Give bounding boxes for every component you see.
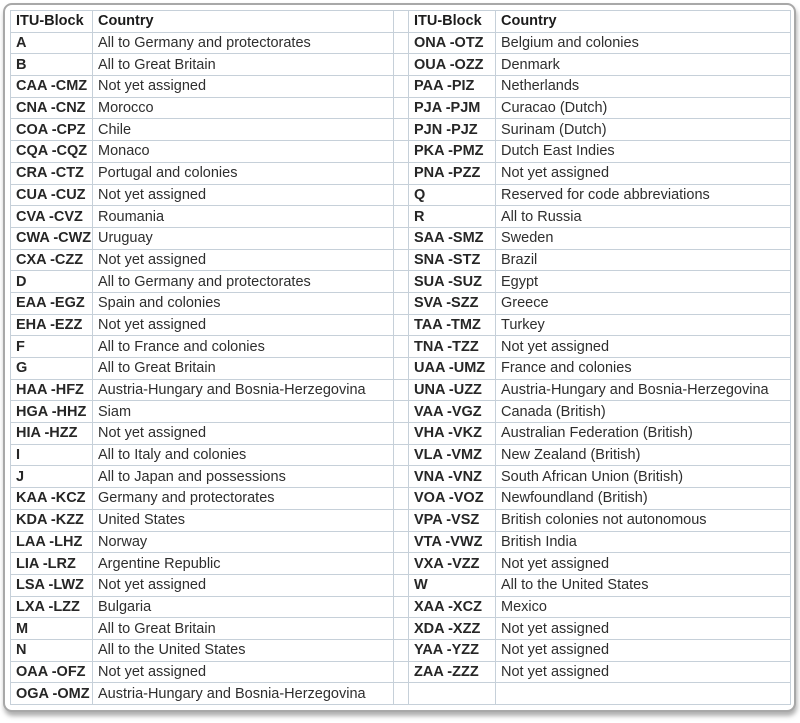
country-cell: Argentine Republic (93, 553, 394, 575)
country-cell: Not yet assigned (93, 661, 394, 683)
table-row (11, 574, 791, 596)
spacer-cell (394, 401, 409, 423)
itu-block-cell: PJA -PJM (409, 97, 496, 119)
itu-block-cell: SUA -SUZ (409, 271, 496, 293)
table-row (11, 444, 791, 466)
country-cell: Morocco (93, 97, 394, 119)
spacer-cell (394, 574, 409, 596)
spacer-cell (394, 661, 409, 683)
country-cell: Siam (93, 401, 394, 423)
table-row (11, 76, 791, 98)
table-row (11, 358, 791, 380)
table-body (11, 32, 791, 704)
itu-block-cell: VPA -VSZ (409, 509, 496, 531)
country-cell: All to Russia (496, 206, 791, 228)
table-row (11, 97, 791, 119)
table-row (11, 423, 791, 445)
country-cell: All to Great Britain (93, 54, 394, 76)
country-cell: Canada (British) (496, 401, 791, 423)
spacer-cell (394, 596, 409, 618)
table-row (11, 184, 791, 206)
table-row (11, 32, 791, 54)
table-row (11, 271, 791, 293)
itu-block-cell: OUA -OZZ (409, 54, 496, 76)
country-cell: New Zealand (British) (496, 444, 791, 466)
itu-block-cell: D (11, 271, 93, 293)
header-itu-block-right: ITU-Block (409, 11, 496, 33)
table-row (11, 162, 791, 184)
spacer-cell (394, 444, 409, 466)
country-cell: Belgium and colonies (496, 32, 791, 54)
table-row (11, 531, 791, 553)
spacer-cell (394, 54, 409, 76)
header-itu-block-left: ITU-Block (11, 11, 93, 33)
table-row (11, 683, 791, 705)
itu-block-cell: CXA -CZZ (11, 249, 93, 271)
itu-block-cell: OGA -OMZ (11, 683, 93, 705)
country-cell: Not yet assigned (93, 249, 394, 271)
itu-block-cell: XAA -XCZ (409, 596, 496, 618)
country-cell: Portugal and colonies (93, 162, 394, 184)
country-cell: Chile (93, 119, 394, 141)
spacer-cell (394, 466, 409, 488)
spacer-cell (394, 141, 409, 163)
itu-block-cell: CRA -CTZ (11, 162, 93, 184)
itu-block-cell: PKA -PMZ (409, 141, 496, 163)
spacer-cell (394, 683, 409, 705)
country-cell: All to Great Britain (93, 618, 394, 640)
country-cell: Austria-Hungary and Bosnia-Herzegovina (93, 379, 394, 401)
spacer-cell (394, 76, 409, 98)
country-cell: Roumania (93, 206, 394, 228)
itu-block-cell: VNA -VNZ (409, 466, 496, 488)
country-cell: British India (496, 531, 791, 553)
country-cell: Brazil (496, 249, 791, 271)
spacer-cell (394, 314, 409, 336)
table-row (11, 227, 791, 249)
country-cell: South African Union (British) (496, 466, 791, 488)
country-cell: Australian Federation (British) (496, 423, 791, 445)
spacer-cell (394, 227, 409, 249)
spacer-cell (394, 553, 409, 575)
country-cell: All to Great Britain (93, 358, 394, 380)
country-cell: Not yet assigned (93, 314, 394, 336)
country-cell: Not yet assigned (496, 661, 791, 683)
country-cell: Not yet assigned (496, 553, 791, 575)
country-cell: Denmark (496, 54, 791, 76)
country-cell: Sweden (496, 227, 791, 249)
itu-block-cell: LXA -LZZ (11, 596, 93, 618)
itu-block-cell: M (11, 618, 93, 640)
table-row (11, 249, 791, 271)
itu-block-cell: COA -CPZ (11, 119, 93, 141)
country-cell: Newfoundland (British) (496, 488, 791, 510)
spacer-cell (394, 336, 409, 358)
itu-block-cell: UNA -UZZ (409, 379, 496, 401)
itu-block-cell: KDA -KZZ (11, 509, 93, 531)
itu-block-cell: ZAA -ZZZ (409, 661, 496, 683)
itu-block-cell: J (11, 466, 93, 488)
itu-block-cell: N (11, 639, 93, 661)
spacer-cell (394, 639, 409, 661)
table-row (11, 314, 791, 336)
spacer-cell (394, 618, 409, 640)
country-cell: Bulgaria (93, 596, 394, 618)
itu-block-cell: G (11, 358, 93, 380)
country-cell: Spain and colonies (93, 292, 394, 314)
table-row (11, 401, 791, 423)
country-cell: All to the United States (496, 574, 791, 596)
country-cell: All to Germany and protectorates (93, 271, 394, 293)
country-cell: France and colonies (496, 358, 791, 380)
itu-block-cell: VTA -VWZ (409, 531, 496, 553)
spacer-cell (394, 423, 409, 445)
itu-block-cell: A (11, 32, 93, 54)
itu-block-cell: LSA -LWZ (11, 574, 93, 596)
spacer-cell (394, 162, 409, 184)
table-row (11, 292, 791, 314)
country-cell: Not yet assigned (496, 639, 791, 661)
country-cell: All to Germany and protectorates (93, 32, 394, 54)
country-cell: All to France and colonies (93, 336, 394, 358)
country-cell: All to the United States (93, 639, 394, 661)
table-row (11, 661, 791, 683)
spacer-cell (394, 184, 409, 206)
country-cell: Not yet assigned (496, 336, 791, 358)
spacer-cell (394, 271, 409, 293)
table-row (11, 509, 791, 531)
itu-block-cell: VXA -VZZ (409, 553, 496, 575)
spacer-cell (394, 97, 409, 119)
table-row (11, 488, 791, 510)
country-cell: Not yet assigned (496, 618, 791, 640)
spacer-cell (394, 119, 409, 141)
spacer-cell (394, 206, 409, 228)
country-cell: All to Japan and possessions (93, 466, 394, 488)
table-row (11, 466, 791, 488)
itu-block-cell: CAA -CMZ (11, 76, 93, 98)
country-cell: British colonies not autonomous (496, 509, 791, 531)
spacer-cell (394, 531, 409, 553)
country-cell: Not yet assigned (93, 184, 394, 206)
country-cell: Not yet assigned (93, 76, 394, 98)
itu-block-cell: YAA -YZZ (409, 639, 496, 661)
itu-block-cell: XDA -XZZ (409, 618, 496, 640)
itu-block-cell: KAA -KCZ (11, 488, 93, 510)
header-row (11, 11, 791, 33)
country-cell: Netherlands (496, 76, 791, 98)
itu-block-cell: VHA -VKZ (409, 423, 496, 445)
itu-block-cell: PAA -PIZ (409, 76, 496, 98)
itu-block-cell: VOA -VOZ (409, 488, 496, 510)
itu-block-cell: HIA -HZZ (11, 423, 93, 445)
itu-block-cell: W (409, 574, 496, 596)
table-image-frame (3, 3, 796, 712)
country-cell: Greece (496, 292, 791, 314)
itu-block-cell: LIA -LRZ (11, 553, 93, 575)
spacer-cell (394, 509, 409, 531)
itu-block-cell: CUA -CUZ (11, 184, 93, 206)
spacer-cell (394, 488, 409, 510)
country-cell: Dutch East Indies (496, 141, 791, 163)
table-row (11, 119, 791, 141)
country-cell: Turkey (496, 314, 791, 336)
country-cell: All to Italy and colonies (93, 444, 394, 466)
itu-block-cell: SVA -SZZ (409, 292, 496, 314)
itu-block-cell: TAA -TMZ (409, 314, 496, 336)
country-cell: Surinam (Dutch) (496, 119, 791, 141)
itu-block-cell: SNA -STZ (409, 249, 496, 271)
itu-block-cell: VLA -VMZ (409, 444, 496, 466)
itu-block-cell (409, 683, 496, 705)
itu-block-cell: HAA -HFZ (11, 379, 93, 401)
country-cell (496, 683, 791, 705)
country-cell: Uruguay (93, 227, 394, 249)
itu-block-cell: PJN -PJZ (409, 119, 496, 141)
itu-block-cell: PNA -PZZ (409, 162, 496, 184)
table-row (11, 141, 791, 163)
country-cell: Austria-Hungary and Bosnia-Herzegovina (496, 379, 791, 401)
table-row (11, 639, 791, 661)
itu-block-cell: Q (409, 184, 496, 206)
itu-block-cell: CQA -CQZ (11, 141, 93, 163)
itu-prefix-table (10, 10, 791, 705)
country-cell: Egypt (496, 271, 791, 293)
country-cell: Monaco (93, 141, 394, 163)
table-row (11, 336, 791, 358)
itu-block-cell: B (11, 54, 93, 76)
itu-block-cell: EHA -EZZ (11, 314, 93, 336)
country-cell: Mexico (496, 596, 791, 618)
table-row (11, 206, 791, 228)
spacer-header-cell (394, 11, 409, 33)
itu-block-cell: OAA -OFZ (11, 661, 93, 683)
itu-block-cell: CNA -CNZ (11, 97, 93, 119)
country-cell: United States (93, 509, 394, 531)
itu-block-cell: HGA -HHZ (11, 401, 93, 423)
header-country-left: Country (93, 11, 394, 33)
country-cell: Norway (93, 531, 394, 553)
spacer-cell (394, 249, 409, 271)
spacer-cell (394, 292, 409, 314)
itu-block-cell: EAA -EGZ (11, 292, 93, 314)
itu-block-cell: CVA -CVZ (11, 206, 93, 228)
itu-block-cell: SAA -SMZ (409, 227, 496, 249)
itu-block-cell: LAA -LHZ (11, 531, 93, 553)
itu-block-cell: CWA -CWZ (11, 227, 93, 249)
country-cell: Curacao (Dutch) (496, 97, 791, 119)
country-cell: Reserved for code abbreviations (496, 184, 791, 206)
country-cell: Germany and protectorates (93, 488, 394, 510)
itu-block-cell: F (11, 336, 93, 358)
spacer-cell (394, 358, 409, 380)
table-row (11, 54, 791, 76)
country-cell: Austria-Hungary and Bosnia-Herzegovina (93, 683, 394, 705)
country-cell: Not yet assigned (93, 574, 394, 596)
itu-block-cell: I (11, 444, 93, 466)
table-row (11, 553, 791, 575)
itu-block-cell: VAA -VGZ (409, 401, 496, 423)
itu-block-cell: TNA -TZZ (409, 336, 496, 358)
itu-block-cell: R (409, 206, 496, 228)
country-cell: Not yet assigned (496, 162, 791, 184)
country-cell: Not yet assigned (93, 423, 394, 445)
table-row (11, 596, 791, 618)
itu-block-cell: ONA -OTZ (409, 32, 496, 54)
spacer-cell (394, 32, 409, 54)
spacer-cell (394, 379, 409, 401)
header-country-right: Country (496, 11, 791, 33)
table-row (11, 379, 791, 401)
table-row (11, 618, 791, 640)
itu-block-cell: UAA -UMZ (409, 358, 496, 380)
